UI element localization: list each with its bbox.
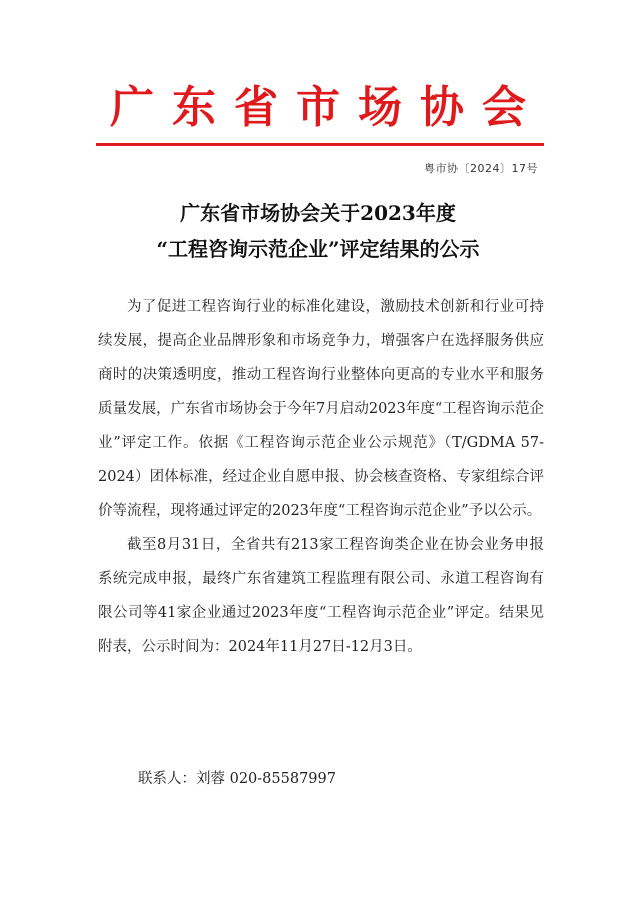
document-body: [98, 290, 544, 664]
masthead-title: 广东省市场协会: [110, 82, 544, 133]
contact-line: 联系人：刘蓉 020-85587997: [138, 771, 336, 787]
body-paragraph-2: 截至8月31日，全省共有213家工程咨询类企业在协会业务申报系统完成申报，最终广东省建筑工程监理有限公司、永道工程咨询有限公司等41家企业通过2023年度“工程咨询示范企业”评定。结果见附表，公示时间为：2024年11月27日-12月3日。: [98, 537, 544, 655]
document-number: 粤市协〔2024〕17号: [424, 162, 538, 175]
document-title-line-1: 广东省市场协会关于2023年度: [180, 201, 456, 225]
masthead-red-rule: [96, 143, 544, 146]
document-title-line-2: “工程咨询示范企业”评定结果的公示: [156, 237, 480, 261]
body-paragraph-1: 为了促进工程咨询行业的标准化建设，激励技术创新和行业可持续发展，提高企业品牌形象和市场竞争力，增强客户在选择服务供应商时的决策透明度，推动工程咨询行业整体向更高的专业水平和服务质量发展，广东省市场协会于今年7月启动2023年度“工程咨询示范企业”评定工作。依据《工程咨询示范企业公示规范》（T/GDMA 57-2024）团体标准，经过企业自愿申报、协会核查资格、专家组综合评价等流程，现将通过评定的2023年度“工程咨询示范企业”予以公示。: [98, 299, 544, 519]
